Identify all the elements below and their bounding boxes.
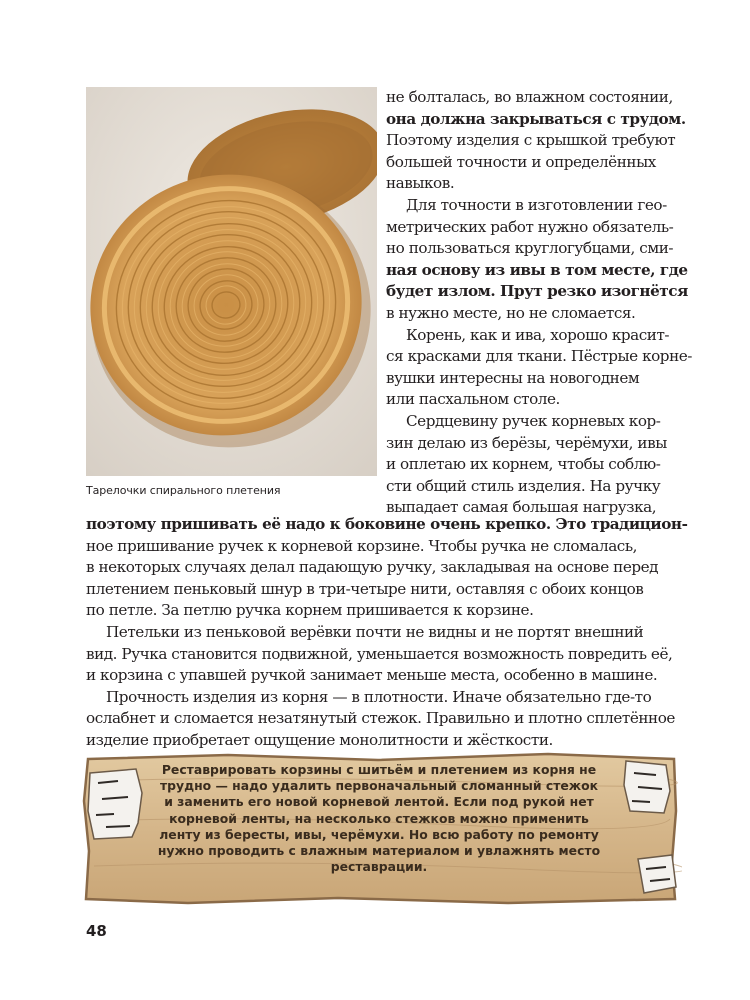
note-line: нужно проводить с влажным материалом и увлажнять место — [157, 843, 601, 859]
text-line: она должна закрываться с трудом. — [386, 109, 686, 128]
text-line: плетением пеньковый шнур в три-четыре нити, оставляя с обоих концов — [86, 579, 644, 598]
text-line: Корень, как и ива, хорошо красит- — [406, 325, 670, 344]
text-line: и корзина с упавшей ручкой занимает меньше места, особенно в машине. — [86, 666, 658, 685]
text-line: Поэтому изделия с крышкой требуют — [386, 131, 676, 150]
text-line: изделие приобретает ощущение монолитности и жёсткости. — [86, 730, 553, 749]
text-line: вушки интересны на новогоднем — [386, 368, 640, 387]
text-line: ся красками для ткани. Пёстрые корне- — [386, 347, 692, 366]
text-line: поэтому пришивать её надо к боковине очень крепко. Это традицион- — [86, 515, 688, 533]
text-line: в нужно месте, но не сломается. — [386, 303, 636, 322]
text-line: Петельки из пеньковой верёвки почти не видны и не портят внешний — [106, 622, 644, 641]
note-line: корневой ленты, на несколько стежков можно применить — [169, 810, 589, 826]
full-width-text — [86, 514, 688, 752]
figure-caption: Тарелочки спирального плетения — [86, 484, 281, 497]
note-line: ленту из бересты, ивы, черёмухи. Но всю работу по ремонту — [159, 826, 599, 842]
text-line: выпадает самая большая нагрузка, — [386, 498, 657, 517]
note-line: и заменить его новой корневой лентой. Если под рукой нет — [164, 794, 594, 810]
page-number: 48 — [86, 922, 107, 940]
text-line: ослабнет и сломается незатянутый стежок. Правильно и плотно сплетённое — [86, 709, 675, 728]
text-line: Сердцевину ручек корневых кор- — [406, 411, 661, 430]
text-line: Прочность изделия из корня — в плотности. Иначе обязательно где-то — [106, 687, 652, 706]
text-line: навыков. — [386, 174, 455, 193]
birch-bark-left-icon — [88, 769, 142, 839]
text-line: по петле. За петлю ручка корнем пришивается к корзине. — [86, 601, 534, 620]
text-line: Для точности в изготовлении гео- — [406, 195, 667, 214]
text-line: большей точности и определённых — [386, 152, 656, 171]
text-line: ная основу из ивы в том месте, где — [386, 260, 688, 279]
right-column-text — [386, 87, 692, 519]
note-line: реставрации. — [330, 859, 428, 875]
text-line: сти общий стиль изделия. На ручку — [386, 476, 661, 495]
text-line: или пасхальном столе. — [386, 390, 560, 409]
woven-plates-image — [86, 87, 377, 476]
text-line: в некоторых случаях делал падающую ручку, закладывая на основе перед — [86, 558, 659, 577]
text-line: но пользоваться круглогубцами, сми- — [386, 239, 674, 258]
text-line: и оплетаю их корнем, чтобы соблю- — [386, 455, 661, 474]
text-line: будет излом. Прут резко изогнётся — [386, 282, 688, 301]
note-line: Реставрировать корзины с шитьём и плетением из корня не — [161, 762, 597, 777]
note-box-text — [150, 762, 608, 875]
text-line: ное пришивание ручек к корневой корзине. Чтобы ручка не сломалась, — [86, 536, 638, 555]
text-line: зин делаю из берёзы, черёмухи, ивы — [386, 433, 667, 452]
text-line: не болталась, во влажном состоянии, — [386, 88, 673, 106]
figure-photo — [86, 87, 377, 476]
text-line: метрических работ нужно обязатель- — [386, 217, 674, 236]
note-line: трудно — надо удалить первоначальный сломанный стежок — [159, 778, 599, 794]
text-line: вид. Ручка становится подвижной, уменьшается возможность повредить её, — [86, 644, 673, 663]
